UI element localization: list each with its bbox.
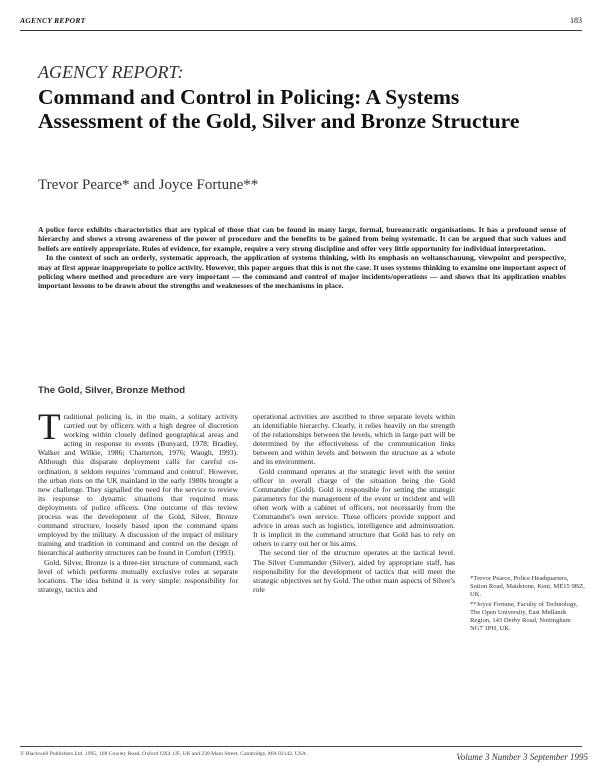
- article-authors: Trevor Pearce* and Joyce Fortune**: [38, 177, 259, 193]
- abstract: [38, 225, 566, 291]
- affiliation-fortune: **Joyce Fortune, Faculty of Technology, The Open University, East Midlands Region, 143 Derby Road, Nottingham NG7 1PH, UK.: [470, 601, 578, 632]
- section-heading: The Gold, Silver, Bronze Method: [38, 385, 186, 396]
- body-column-1: [38, 407, 238, 594]
- article-title: Command and Control in Policing: A Systems Assessment of the Gold, Silver and Bronze Structure: [38, 85, 520, 133]
- abstract-paragraph-1: A police force exhibits characteristics that are typical of those that can be found in many large, formal, bureaucratic organisations. It has a profound sense of hierarchy and shows a strong awareness of the power of procedure and the benefits to be gained from being systematic. It can be argued that such values and beliefs are entirely appropriate. Rules of evidence, for example, require a very strong discipline and offer very little opportunity for individual interpretation.: [38, 225, 566, 253]
- body-paragraph: operational activities are ascribed to three separate levels within an identifiable hierarchy. Clearly, it relies heavily on the strength of the relationships between the levels, which in large part will be determined by the effectiveness of the communication links between and within levels and between the structure as a whole and its environment.: [253, 412, 455, 467]
- body-paragraph: [38, 407, 238, 558]
- body-paragraph: Gold, Silver, Bronze is a three-tier structure of command, each level of which performs mutually exclusive roles at separate locations. The idea behind it is very simple: responsibility for strategy, tactics and: [38, 557, 238, 594]
- author-affiliations: [470, 575, 585, 635]
- body-paragraph: Gold command operates at the strategic level with the senior officer in overall charge of the situation being the Gold Commander (Gold). Gold is responsible for setting the strategic parameters for the management of the event or incident and will often work with a cabinet of officers, not necessarily from the Commander's own service. These officers provide support and advice in areas such as logistics, intelligence and administration. It is implicit in the command structure that Gold has to rely on others to carry out her or his aims.: [253, 466, 455, 549]
- abstract-paragraph-2: In the context of such an orderly, systematic approach, the application of systems thinking, with its emphasis on weltanschauung, viewpoint and perspective, may at first appear inappropriate to police activity. However, this paper argues that this is not the case. It uses systems thinking to examine one important aspect of policing where method and procedure are very important — the command and control of major incidents/operations — and shows that its application enables important lessons to be drawn about the strengths and weaknesses of the mechanisms in place.: [38, 253, 566, 291]
- footer-rule: [20, 746, 582, 747]
- body-paragraph-text: raditional policing is, in the main, a solitary activity carried out by officers with a high degree of discretion working within closely defined geographical areas and acting in response to events (Bunyard, 1978; Bradley, Walker and Wilkie, 1986; Charterton, 1976; Waugh, 1993). Although this disparate deployment calls for careful co-ordination, it seldom requires 'command and control'. However, the urban riots on the UK mainland in the early 1980s brought a new challenge. They signalled the need for the service to review its response to dynamic situations that required mass deployments of police officers. One outcome of this review process was the development of the Gold, Silver, Bronze command structure, loosely based upon the command spans employed by the military. A discussion of the impact of military training and tradition in command and control on the design of hierarchical authority structures can be found in Comfort (1993).: [38, 412, 238, 558]
- page-number: 183: [570, 16, 582, 25]
- running-head: AGENCY REPORT: [20, 16, 86, 25]
- article-kicker: AGENCY REPORT:: [38, 62, 184, 82]
- publisher-note: © Blackwell Publishers Ltd. 1995, 108 Cowley Road, Oxford OX4 1JF, UK and 238 Main Street, Cambridge, MA 02142, USA.: [20, 751, 308, 757]
- body-column-2: [253, 412, 455, 594]
- affiliation-pearce: *Trevor Pearce, Police Headquarters, Sutton Road, Maidstone, Kent, ME15 9BZ, UK.: [470, 575, 585, 598]
- body-paragraph: The second tier of the structure operates at the tactical level. The Silver Commander (Silver), aided by appropriate staff, has responsibility for the development of tactics that will meet the strategic objectives set by Gold. The other main aspects of Silver's role: [253, 548, 455, 594]
- issue-info: Volume 3 Number 3 September 1995: [456, 752, 588, 762]
- header-rule: [20, 30, 582, 31]
- drop-cap: T: [38, 407, 61, 448]
